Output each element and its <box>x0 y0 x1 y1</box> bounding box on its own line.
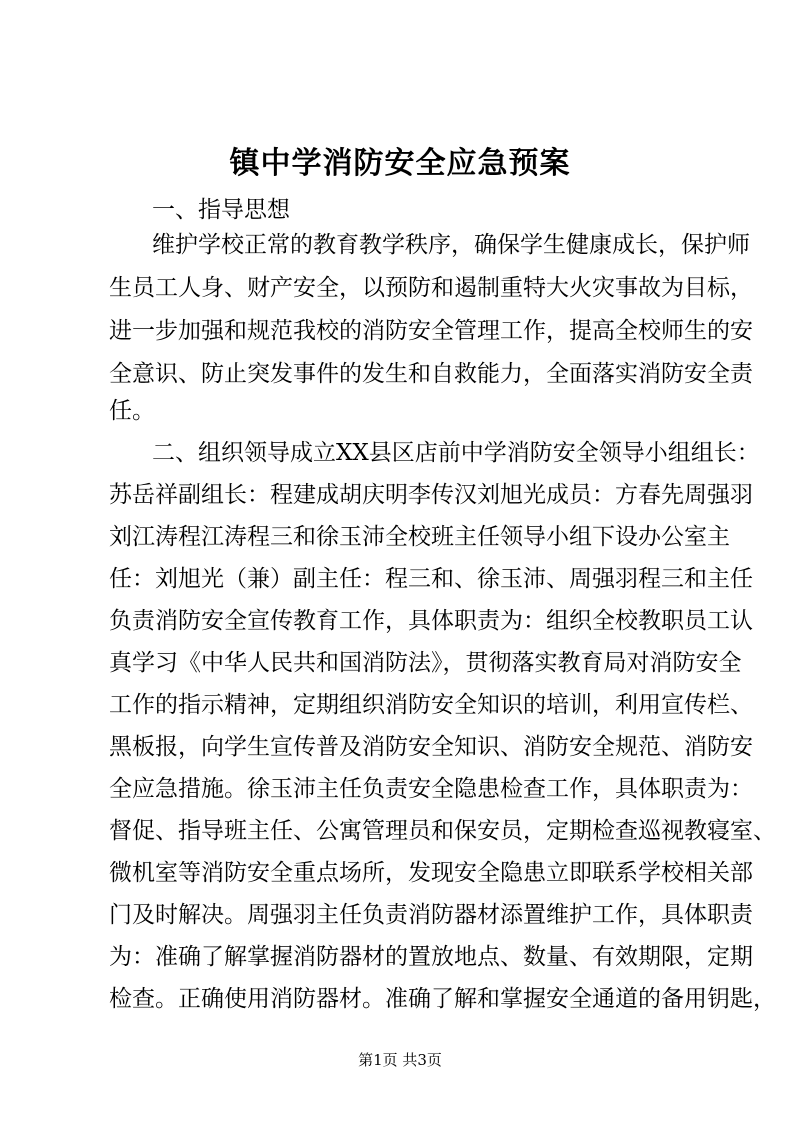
paragraph-line: 全意识、防止突发事件的发生和自救能力，全面落实消防安全责 <box>109 361 753 387</box>
paragraph-line: 检查。正确使用消防器材。准确了解和掌握安全通道的备用钥匙， <box>109 986 776 1012</box>
paragraph-line: 工作的指示精神，定期组织消防安全知识的培训，利用宣传栏、 <box>109 692 753 718</box>
paragraph-line: 生员工人身、财产安全，以预防和遏制重特大火灾事故为目标， <box>109 275 753 301</box>
paragraph-line: 维护学校正常的教育教学秩序，确保学生健康成长，保护师 <box>152 232 750 258</box>
paragraph-line: 苏岳祥副组长：程建成胡庆明李传汉刘旭光成员：方春先周强羽 <box>109 482 753 508</box>
page-number-footer: 第1页 共3页 <box>358 1051 442 1069</box>
document-title: 镇中学消防安全应急预案 <box>229 146 571 181</box>
section-heading-guiding-ideology: 一、指导思想 <box>152 197 290 223</box>
paragraph-line: 真学习《中华人民共和国消防法》，贯彻落实教育局对消防安全 <box>109 650 742 676</box>
paragraph-line: 全应急措施。徐玉沛主任负责安全隐患检查工作，具体职责为： <box>109 776 753 802</box>
paragraph-line: 为：准确了解掌握消防器材的置放地点、数量、有效期限，定期 <box>109 944 753 970</box>
paragraph-line: 任。 <box>109 398 155 424</box>
paragraph-line: 二、组织领导成立XX县区店前中学消防安全领导小组组长： <box>152 440 760 466</box>
paragraph-line: 门及时解决。周强羽主任负责消防器材添置维护工作，具体职责 <box>109 902 753 928</box>
paragraph-line: 督促、指导班主任、公寓管理员和保安员，定期检查巡视教寝室、 <box>109 818 776 844</box>
paragraph-line: 微机室等消防安全重点场所，发现安全隐患立即联系学校相关部 <box>109 860 753 886</box>
paragraph-line: 黑板报，向学生宣传普及消防安全知识、消防安全规范、消防安 <box>109 734 753 760</box>
paragraph-line: 进一步加强和规范我校的消防安全管理工作，提高全校师生的安 <box>109 318 753 344</box>
paragraph-line: 负责消防安全宣传教育工作，具体职责为：组织全校教职员工认 <box>109 608 753 634</box>
paragraph-line: 刘江涛程江涛程三和徐玉沛全校班主任领导小组下设办公室主 <box>109 524 730 550</box>
paragraph-line: 任：刘旭光（兼）副主任：程三和、徐玉沛、周强羽程三和主任 <box>109 566 753 592</box>
